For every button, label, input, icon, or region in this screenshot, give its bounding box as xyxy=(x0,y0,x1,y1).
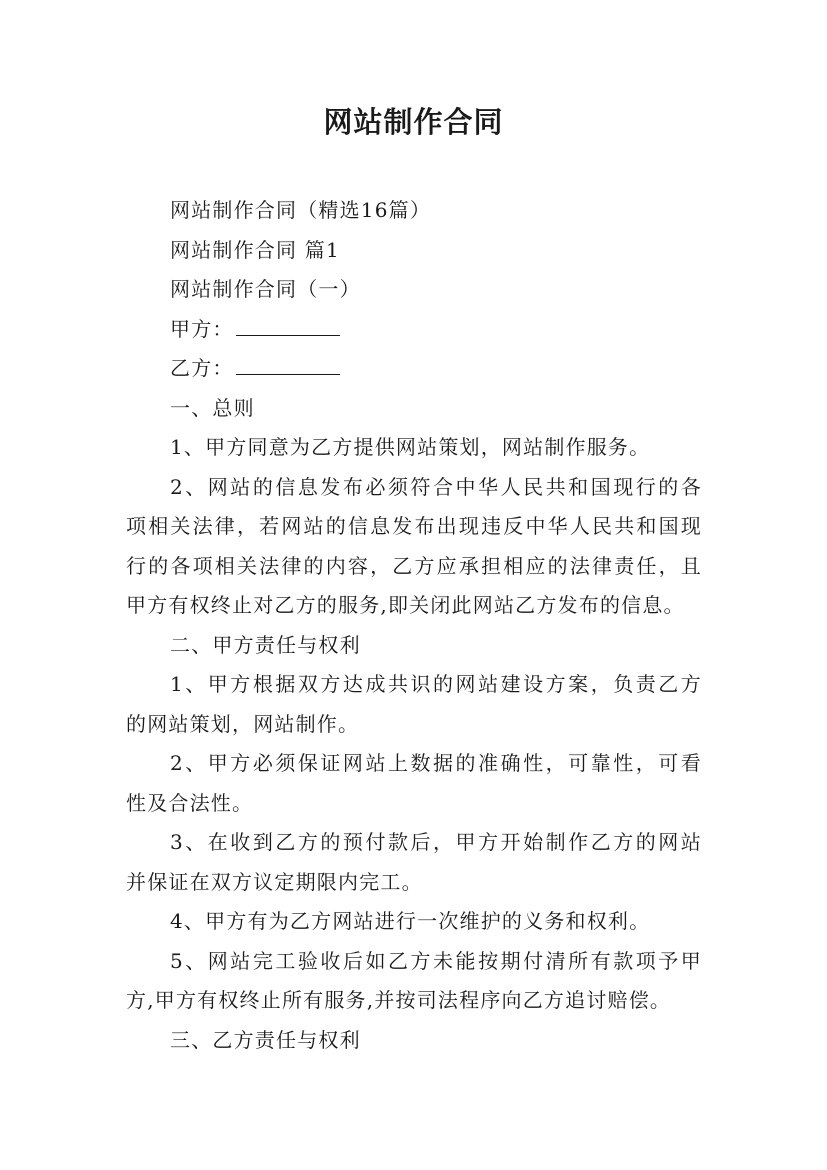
paragraph-line: 5、网站完工验收后如乙方未能按期付清所有款项予甲 xyxy=(170,948,702,973)
paragraph-line: 项相关法律，若网站的信息发布出现违反中华人民共和国现 xyxy=(126,514,702,538)
party-b-label: 乙方： xyxy=(170,356,234,380)
paragraph-line: 1、甲方根据双方达成共识的网站建设方案，负责乙方 xyxy=(170,672,702,696)
paragraph-line: 网站制作合同（一） xyxy=(170,277,361,301)
party-a-label: 甲方： xyxy=(170,316,234,341)
paragraph-line: 行的各项相关法律的内容，乙方应承担相应的法律责任，且 xyxy=(126,553,702,578)
paragraph-line: 2、甲方必须保证网站上数据的准确性，可靠性，可看 xyxy=(170,751,702,775)
party-b-blank xyxy=(236,355,340,375)
paragraph-line: 网站制作合同（精选16篇） xyxy=(170,198,432,222)
section-heading: 三、乙方责任与权利 xyxy=(170,1027,361,1052)
paragraph-line: 甲方有权终止对乙方的服务,即关闭此网站乙方发布的信息。 xyxy=(126,593,685,617)
party-a-blank xyxy=(236,316,340,336)
paragraph-line: 4、甲方有为乙方网站进行一次维护的义务和权利。 xyxy=(170,909,651,933)
section-heading: 一、总则 xyxy=(170,395,255,420)
paragraph-line: 并保证在双方议定期限内完工。 xyxy=(126,869,423,894)
paragraph-line: 3、在收到乙方的预付款后，甲方开始制作乙方的网站 xyxy=(170,830,702,854)
document-body xyxy=(126,191,702,1060)
paragraph-line: 1、甲方同意为乙方提供网站策划，网站制作服务。 xyxy=(170,435,651,459)
paragraph-line: 性及合法性。 xyxy=(126,790,254,815)
paragraph-line: 方,甲方有权终止所有服务,并按司法程序向乙方追讨赔偿。 xyxy=(126,988,672,1012)
party-b-line xyxy=(126,349,702,389)
paragraph-line: 网站制作合同 篇1 xyxy=(170,237,340,262)
paragraph-line: 2、网站的信息发布必须符合中华人民共和国现行的各 xyxy=(170,474,702,499)
section-heading: 二、甲方责任与权利 xyxy=(170,632,361,657)
party-a-line xyxy=(126,310,702,350)
paragraph-line: 的网站策划，网站制作。 xyxy=(126,711,360,736)
document-title: 网站制作合同 xyxy=(323,105,504,139)
